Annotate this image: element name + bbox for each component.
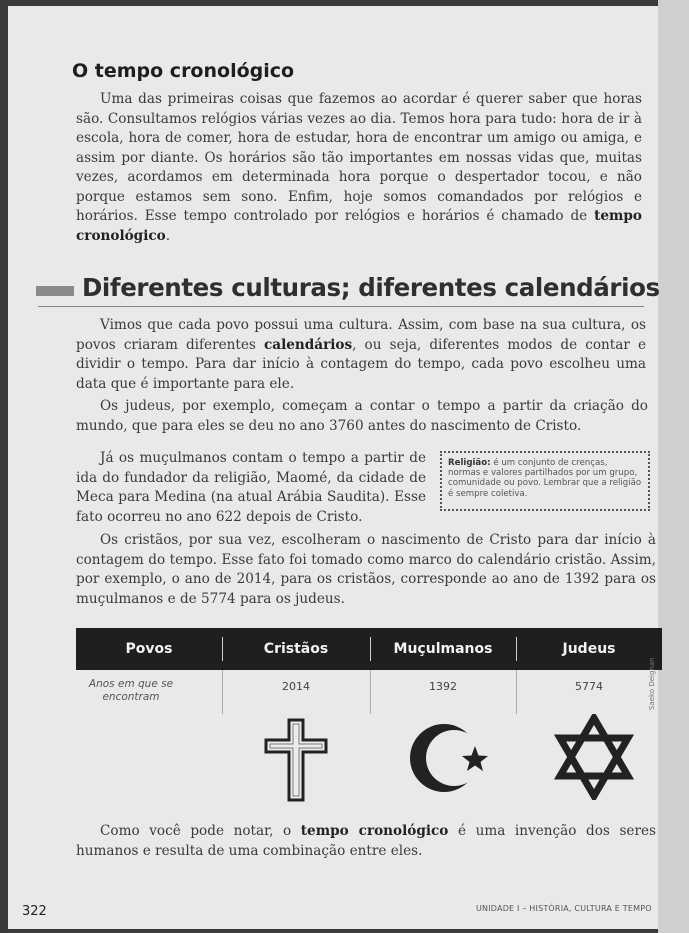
bold-term: tempo cronológico [76,208,642,244]
crescent-star-icon [406,718,496,798]
image-credit: Saeko Deignan [648,657,656,710]
header-muculmanos: Muçulmanos [393,641,493,657]
paragraph-muculmanos [76,449,426,527]
paragraph-text: é uma invenção dos seres humanos e resulta de uma combinação entre eles. [76,823,656,859]
table-header [76,628,662,670]
paragraph-text: Como você pode notar, o [100,823,292,839]
value-muculmanos: 1392 [429,680,457,693]
star-of-david-icon [554,714,634,800]
glossary-box [440,451,650,511]
value-judeus: 5774 [575,680,603,693]
section-title-calendarios: Diferentes culturas; diferentes calendários [82,273,660,302]
header-judeus: Judeus [562,641,616,657]
glossary-term: Religião: [448,458,491,468]
bold-term: tempo cronológico [300,823,449,839]
row-label: Anos em que se encontram [88,678,174,703]
page-number: 322 [22,904,47,919]
heading-rule [38,306,644,307]
paragraph-text: Vimos que cada povo possui uma cultura. Assim, com base na sua cultura, os povos criaram diferentes [76,317,646,353]
running-head: UNIDADE I – HISTÓRIA, CULTURA E TEMPO [476,904,652,913]
closing-paragraph [76,822,656,861]
page-edge [658,0,689,933]
section-title-tempo-cronologico: O tempo cronológico [72,60,295,82]
bold-term: calendários [264,336,353,353]
paragraph-cristaos: Os cristãos, por sua vez, escolheram o nascimento de Cristo para dar início à contagem do tempo. Esse fato foi tomado como marco do calendário cristão. Assim, por exemplo, o ano de 2014, para os cristãos, corresponde ao ano de 1392 para os muçulmanos e de 5774 para os judeus. [76,532,656,607]
section-heading [36,273,660,305]
paragraph-text: , ou seja, diferentes modos de contar e dividir o tempo. Para dar início à contagem do tempo, cada povo escolheu uma data que é importante para ele. [76,336,646,392]
table-row [76,670,662,714]
paragraph-end: . [165,227,171,244]
paragraph-text: Já os muçulmanos contam o tempo a partir de ida do fundador da [76,450,426,486]
header-povos: Povos [125,641,173,657]
heading-bar [36,286,74,296]
calendar-table [76,628,662,714]
paragraph-text: , Maomé, da cidade de Meca para Medina (na atual Arábia Saudita). Esse fato ocorreu no ano 622 depois de Cristo. [76,469,426,525]
glossary-term-link: religião [214,469,267,486]
paragraph-calendarios [76,316,646,394]
latin-cross-icon [262,718,330,802]
paragraph-tempo-cronologico [76,90,642,246]
paragraph-judeus: Os judeus, por exemplo, começam a contar o tempo a partir da criação do mundo, que para eles se deu no ano 3760 antes do nascimento de Cristo. [76,398,648,434]
value-cristaos: 2014 [282,680,310,693]
glossary-definition: é um conjunto de crenças, normas e valores partilhados por um grupo, comunidade ou povo. Lembrar que a religião é sempre coletiva. [448,458,642,499]
header-cristaos: Cristãos [263,641,329,657]
paragraph-text: Uma das primeiras coisas que fazemos ao acordar é querer saber que horas são. Consultamos relógios várias vezes ao dia. Temos hora para tudo: hora de ir à escola, hora de comer, hora de estudar, hora de encontrar um amigo ou amiga, e assim por diante. Os horários são tão importantes em nossas vidas que, muitas vezes, acordamos em determinada hora porque o despertador tocou, e não porque estamos sem sono. Enfim, hoje somos comandados por relógios e horários. Esse tempo controlado por relógios e horários é chamado de [76,91,642,224]
